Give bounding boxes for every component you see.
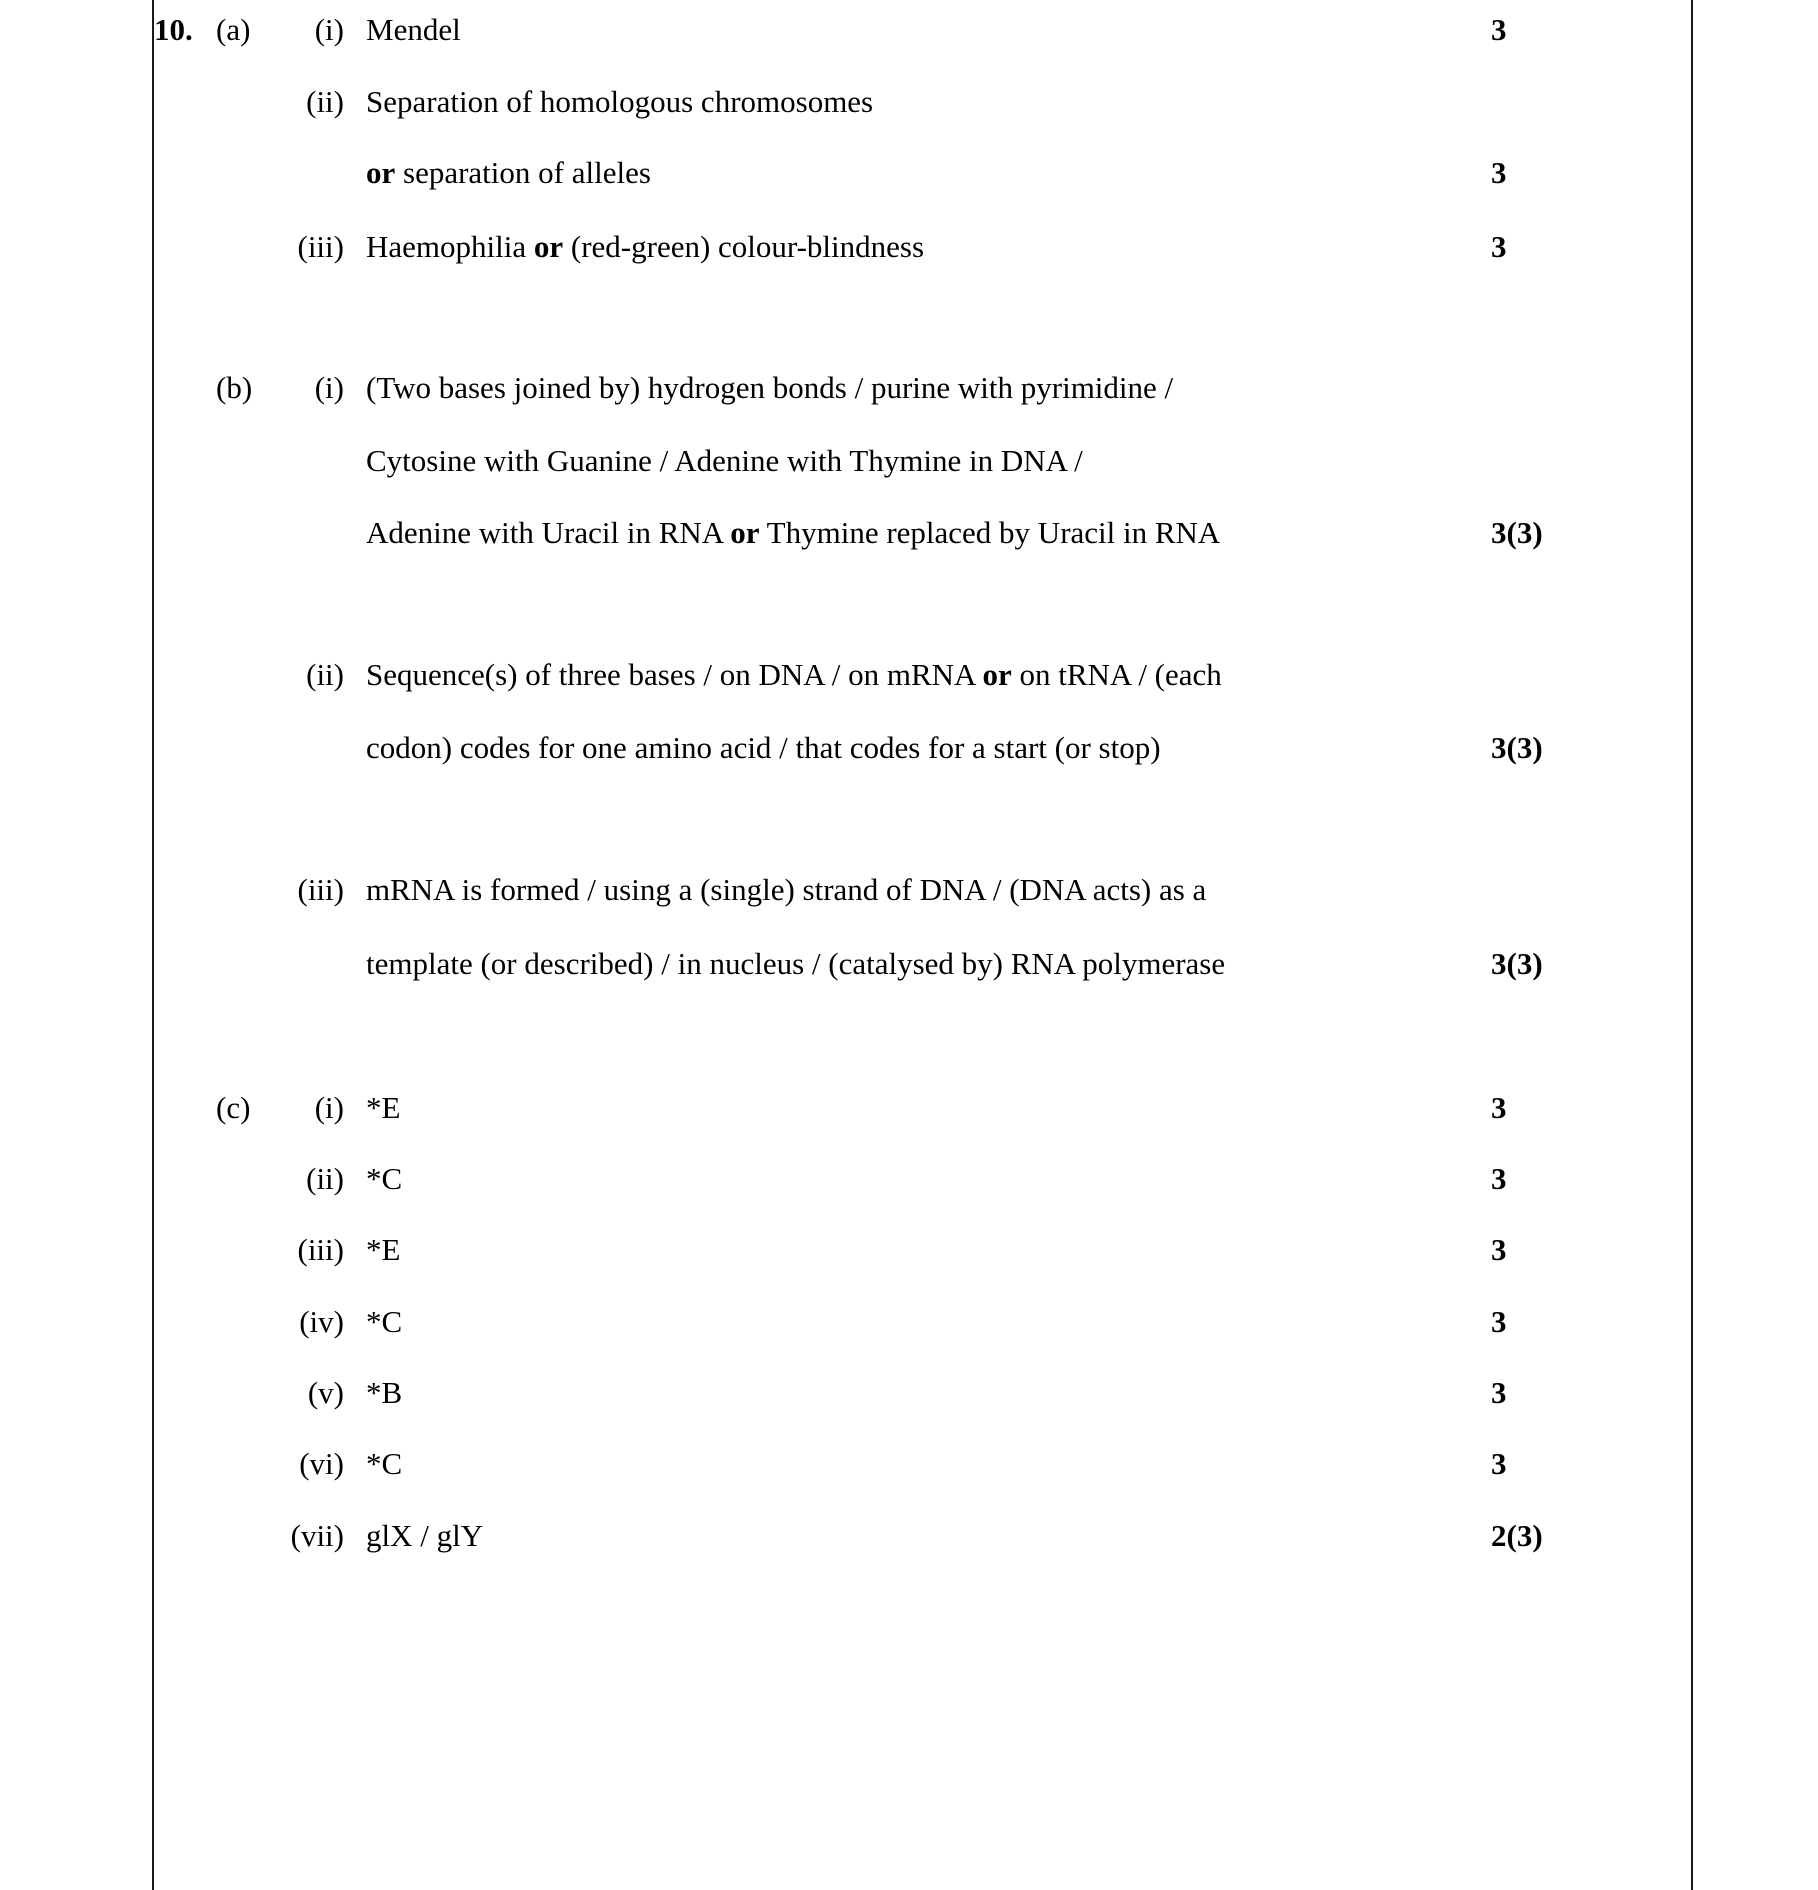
answer-row — [154, 1088, 1691, 1134]
answer-text — [366, 227, 1434, 267]
answer-text-post: separation of alleles — [395, 155, 651, 190]
subpart-numeral: (iii) — [297, 872, 344, 907]
answer-row — [154, 1444, 1691, 1490]
answer-text: codon) codes for one amino acid / that codes for a start (or stop) — [366, 730, 1161, 765]
answer-row — [154, 870, 1691, 916]
answer-text-emphasis: or — [982, 657, 1012, 692]
answer-row — [154, 1302, 1691, 1348]
subpart-numeral: (ii) — [306, 1161, 344, 1196]
answer-row — [154, 1516, 1691, 1562]
answer-text: *E — [366, 1090, 401, 1125]
answer-row — [154, 1159, 1691, 1205]
part-letter: (b) — [216, 370, 253, 405]
subpart-numeral: (v) — [307, 1375, 344, 1410]
marks-value: 3 — [1491, 155, 1507, 190]
part-letter: (a) — [216, 12, 251, 47]
marks-value: 3(3) — [1491, 946, 1543, 981]
marks-value: 2(3) — [1491, 1518, 1543, 1553]
answer-text-post: (red-green) colour-blindness — [563, 229, 925, 264]
answer-row — [154, 655, 1691, 701]
answer-text-pre: Adenine with Uracil in RNA — [366, 515, 731, 550]
marks-value: 3 — [1491, 1232, 1507, 1267]
answer-row — [154, 1373, 1691, 1419]
answer-text-post: Thymine replaced by Uracil in RNA — [759, 515, 1221, 550]
answer-text: (Two bases joined by) hydrogen bonds / purine with pyrimidine / — [366, 370, 1174, 405]
answer-text: template (or described) / in nucleus / (catalysed by) RNA polymerase — [366, 946, 1226, 981]
part-letter: (c) — [216, 1090, 251, 1125]
answer-sheet — [154, 0, 1691, 1890]
answer-text-emphasis: or — [533, 229, 564, 264]
answer-text: glX / glY — [366, 1518, 484, 1553]
answer-text-post: on tRNA / (each — [1011, 657, 1222, 692]
subpart-numeral: (vii) — [290, 1518, 344, 1553]
answer-row — [154, 10, 1691, 56]
answer-text: Separation of homologous chromosomes — [366, 84, 874, 119]
subpart-numeral: (ii) — [306, 84, 344, 119]
right-border-rule — [1691, 0, 1693, 1890]
answer-text — [366, 513, 1456, 553]
answer-row — [154, 82, 1691, 128]
answer-text-pre: Haemophilia — [366, 229, 534, 264]
answer-text-pre: Sequence(s) of three bases / on DNA / on mRNA — [366, 657, 983, 692]
subpart-numeral: (i) — [314, 370, 344, 405]
marks-value: 3(3) — [1491, 515, 1543, 550]
answer-text: mRNA is formed / using a (single) strand of DNA / (DNA acts) as a — [366, 872, 1207, 907]
marks-value: 3 — [1491, 1446, 1507, 1481]
answer-row — [154, 1230, 1691, 1276]
subpart-numeral: (i) — [314, 12, 344, 47]
answer-text-emphasis: or — [730, 515, 760, 550]
answer-row — [154, 513, 1691, 559]
marks-value: 3 — [1491, 1375, 1507, 1410]
answer-row — [154, 944, 1691, 990]
question-number: 10. — [154, 12, 193, 47]
marks-value: 3 — [1491, 229, 1507, 264]
subpart-numeral: (iv) — [299, 1304, 344, 1339]
marks-value: 3 — [1491, 1090, 1507, 1125]
subpart-numeral: (i) — [314, 1090, 344, 1125]
answer-text: *C — [366, 1446, 403, 1481]
answer-text: Mendel — [366, 12, 461, 47]
answer-row — [154, 153, 1691, 199]
answer-text-emphasis: or — [366, 155, 396, 190]
marks-value: 3 — [1491, 1161, 1507, 1196]
subpart-numeral: (iii) — [297, 229, 344, 264]
subpart-numeral: (ii) — [306, 657, 344, 692]
subpart-numeral: (iii) — [297, 1232, 344, 1267]
answer-text: *E — [366, 1232, 401, 1267]
answer-row — [154, 728, 1691, 774]
answer-text — [366, 655, 1434, 695]
answer-text — [366, 153, 1434, 193]
answer-row — [154, 441, 1691, 487]
answer-row — [154, 227, 1691, 273]
marks-value: 3 — [1491, 1304, 1507, 1339]
subpart-numeral: (vi) — [299, 1446, 344, 1481]
answer-text: Cytosine with Guanine / Adenine with Thymine in DNA / — [366, 443, 1083, 478]
marks-value: 3(3) — [1491, 730, 1543, 765]
answer-text: *C — [366, 1161, 403, 1196]
answer-text: *B — [366, 1375, 403, 1410]
marks-value: 3 — [1491, 12, 1507, 47]
answer-row — [154, 368, 1691, 414]
answer-text: *C — [366, 1304, 403, 1339]
